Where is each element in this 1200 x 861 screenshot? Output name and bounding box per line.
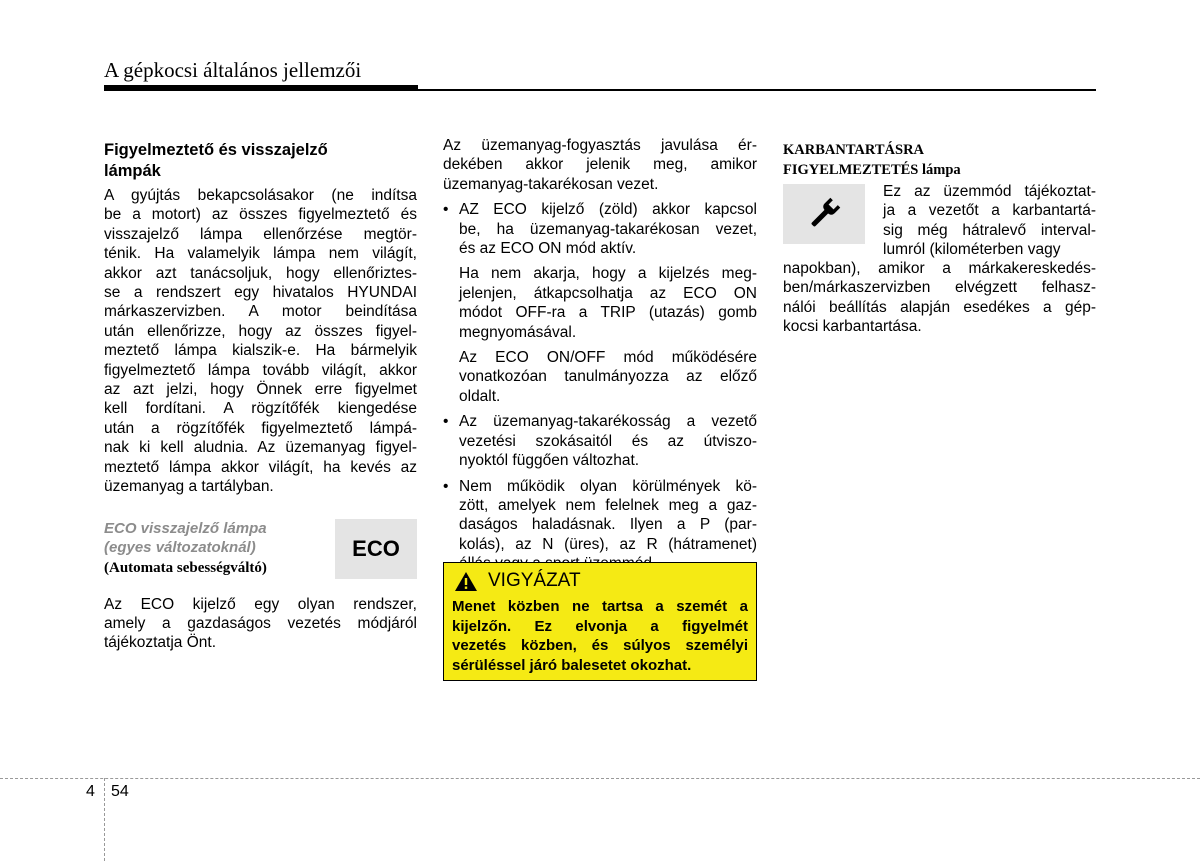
page-number: 54	[111, 783, 129, 800]
text-line: ja a vezetőt a karbantartá-	[883, 202, 1096, 220]
text-line: Menet közben ne tartsa a szemét a	[452, 598, 748, 615]
text-line: üzemanyag-takarékosan vezet.	[443, 175, 659, 193]
header-rule-thin	[418, 89, 1096, 91]
maintenance-title: KARBANTARTÁSRA	[783, 142, 925, 158]
text-line: amely a gazdaságos vezetés módjáról	[104, 614, 417, 632]
text-line: üzemanyag a tartályban.	[104, 478, 274, 496]
warning-triangle-icon	[454, 571, 478, 592]
eco-subtitle: (Automata sebességváltó)	[104, 559, 267, 576]
text-line: Az ECO ON/OFF mód működésére	[459, 349, 757, 367]
text-line: figyelmeztető lámpa tovább világít, akkor	[104, 361, 417, 379]
text-line: • Az üzemanyag-takarékosság a vezető	[459, 413, 757, 431]
eco-title-line: (egyes változatoknál)	[104, 538, 256, 556]
text-line: kijelzőn. Ez elvonja a figyelmét	[452, 617, 748, 635]
text-line: kocsi karbantartása.	[783, 318, 922, 336]
warning-box	[443, 562, 757, 681]
section-number: 4	[86, 783, 95, 800]
heading-line: lámpák	[104, 162, 161, 180]
text-line: se a rendszert egy hivatalos HYUNDAI	[104, 284, 417, 302]
text-line: vonatkozóan tanulmányozza az előző	[459, 368, 757, 386]
text-line: Az üzemanyag-fogyasztás javulása ér-	[443, 137, 757, 154]
text-line: és az ECO ON mód aktív.	[459, 240, 637, 258]
text-line: be, ha üzemanyag-takarékosan vezet,	[459, 220, 757, 238]
warning-lamps-paragraph	[104, 186, 417, 497]
text-line: módot OFF-ra a TRIP (utazás) gomb	[459, 304, 757, 322]
text-line: Az ECO kijelző egy olyan rendszer,	[104, 595, 417, 613]
maintenance-full-text	[783, 259, 1096, 337]
eco-indicator-block	[104, 519, 417, 595]
wrench-icon	[804, 194, 844, 234]
bullet-item	[443, 200, 757, 258]
text-line: zött, amelyek nem felelnek meg a gaz-	[459, 496, 757, 514]
text-line: sig még hátralevő interval-	[883, 221, 1096, 239]
text-line: meztető lámpa akkor világít, ha kevés az	[104, 458, 417, 476]
text-line: nálói beállítás alapján esedékes a gép-	[783, 298, 1096, 316]
eco-intro-paragraph	[443, 136, 757, 194]
text-line: lumról (kilométerben vagy	[883, 241, 1061, 259]
text-line: után ellenőrizze, hogy az összes figyel-	[104, 322, 417, 340]
text-line: tájékoztatja Önt.	[104, 634, 217, 652]
column-right	[783, 140, 1096, 380]
maintenance-side-text	[883, 182, 1096, 260]
text-line: daságos haladásnak. Ilyen a P (par-	[459, 516, 757, 534]
column-left	[104, 140, 417, 653]
text-line: napokban), amikor a márkakereskedés-	[783, 260, 1096, 277]
bullet-item	[443, 412, 757, 470]
text-line: kell fordítani. A rögzítőfék kiengedése	[104, 400, 417, 418]
text-line: az azt jelzi, hogy Önnek erre figyelmet	[104, 381, 417, 399]
text-line: megnyomásával.	[459, 323, 577, 341]
text-line: Ha nem akarja, hogy a kijelzés meg-	[459, 265, 757, 283]
page-header-title: A gépkocsi általános jellemzői	[104, 58, 362, 82]
text-line: sérüléssel járó balesetet okozhat.	[452, 656, 692, 674]
bullet-subparagraph	[443, 348, 757, 406]
text-line: ténik. Ha valamelyik lámpa nem világít,	[104, 245, 417, 263]
text-line: A gyújtás bekapcsolásakor (ne indítsa	[104, 187, 417, 204]
eco-indicator-icon	[335, 519, 417, 579]
column-middle	[443, 136, 757, 574]
text-line: • AZ ECO kijelző (zöld) akkor kapcsol	[459, 201, 757, 219]
text-line: vezetés közben, és súlyos személyi	[452, 637, 748, 654]
warning-title-row	[454, 569, 581, 593]
text-line: oldalt.	[459, 387, 501, 405]
eco-paragraph	[104, 595, 417, 653]
text-line: után a rögzítőfék figyelmeztető lámpá-	[104, 419, 417, 437]
text-line: nak ki kell aludnia. Az üzemanyag figyel-	[104, 439, 417, 457]
text-line: dekében akkor jelenik meg, amikor	[443, 156, 757, 174]
eco-title-line: ECO visszajelző lámpa	[104, 519, 267, 537]
text-line: be a motort) az összes figyelmeztető és	[104, 206, 417, 224]
text-line: ben/márkaszervizben elvégzett felhasz-	[783, 279, 1096, 297]
bullet-subparagraph	[443, 264, 757, 342]
footer-dashed-divider	[104, 778, 105, 861]
heading-line: Figyelmeztető és visszajelző	[104, 141, 328, 159]
warning-text	[452, 597, 748, 675]
text-line: jelenjen, átkapcsolhatja az ECO ON	[459, 284, 757, 302]
eco-icon-label: ECO	[352, 535, 400, 561]
header-rule-thick	[104, 85, 418, 91]
text-line: vezetési szokásaitól és az útviszo-	[459, 432, 757, 450]
footer-dashed-line	[0, 778, 1200, 779]
text-line: nyoktól függően változhat.	[459, 452, 640, 470]
maintenance-indicator	[783, 184, 865, 244]
bullet-item	[443, 477, 757, 574]
text-line: meztető lámpa kialszik-e. Ha bármelyik	[104, 342, 417, 360]
text-line: akkor azt tanácsoljuk, hogy ellenőriztes-	[104, 264, 417, 282]
text-line: Ez az üzemmód tájékoztat-	[883, 183, 1096, 200]
text-line: kolás), az N (üres), az R (hátramenet)	[459, 535, 757, 553]
text-line: • Nem működik olyan körülmények kö-	[459, 477, 757, 495]
text-line: márkaszervizben. A motor beindítása	[104, 303, 417, 321]
section-heading	[104, 140, 417, 182]
warning-title: VIGYÁZAT	[488, 570, 581, 591]
text-line: visszajelző lámpa ellenőrzése megtör-	[104, 225, 417, 243]
maintenance-subtitle: FIGYELMEZTETÉS lámpa	[783, 162, 961, 178]
